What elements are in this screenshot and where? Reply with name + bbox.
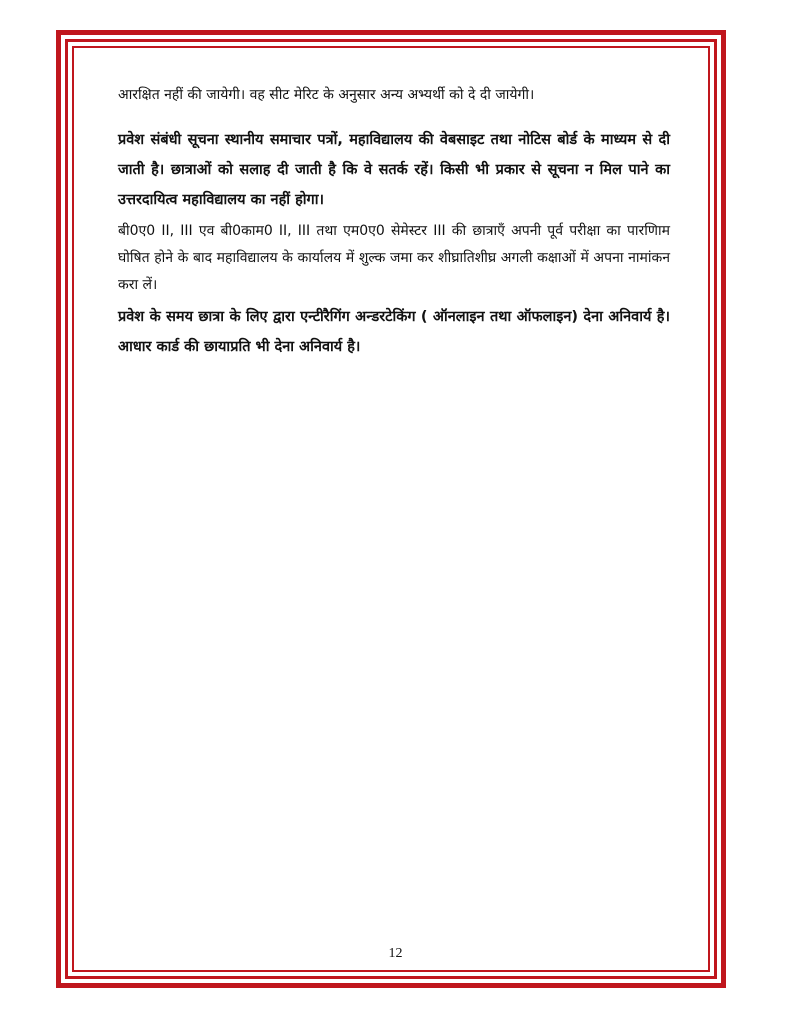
paragraph-fee-enrollment: बी0ए0 II, III एव बी0काम0 II, III तथा एम0ए0 सेमेस्टर III की छात्राएँ अपनी पूर्व परीक्षा का पारणिाम घोषित होने के बाद महाविद्यालय के कार्यालय में शुल्क जमा कर शीघ्रातिशीघ्र अगली कक्षाओं में अपना नामांकन करा लें। bbox=[118, 223, 670, 293]
page-number: 12 bbox=[388, 946, 403, 961]
paragraph-reservation-note: आरक्षित नहीं की जायेगी। वह सीट मेरिट के अनुसार अन्य अभ्यर्थी को दे दी जायेगी। bbox=[118, 87, 535, 103]
document-body bbox=[118, 82, 670, 362]
paragraph-anti-ragging: प्रवेश के समय छात्रा के लिए द्वारा एन्टीरैगिंग अन्डरटेकिंग ( ऑनलाइन तथा ऑफलाइन) देना अनिवार्य है। आधार कार्ड की छायाप्रति भी देना अनिवार्य है। bbox=[118, 309, 670, 355]
paragraph-admission-notice: प्रवेश संबंधी सूचना स्थानीय समाचार पत्रों, महाविद्यालय की वेबसाइट तथा नोटिस बोर्ड के माध्यम से दी जाती है। छात्राओं को सलाह दी जाती है कि वे सतर्क रहें। किसी भी प्रकार से सूचना न मिल पाने का उत्तरदायित्व महाविद्यालय का नहीं होगा। bbox=[118, 132, 670, 208]
